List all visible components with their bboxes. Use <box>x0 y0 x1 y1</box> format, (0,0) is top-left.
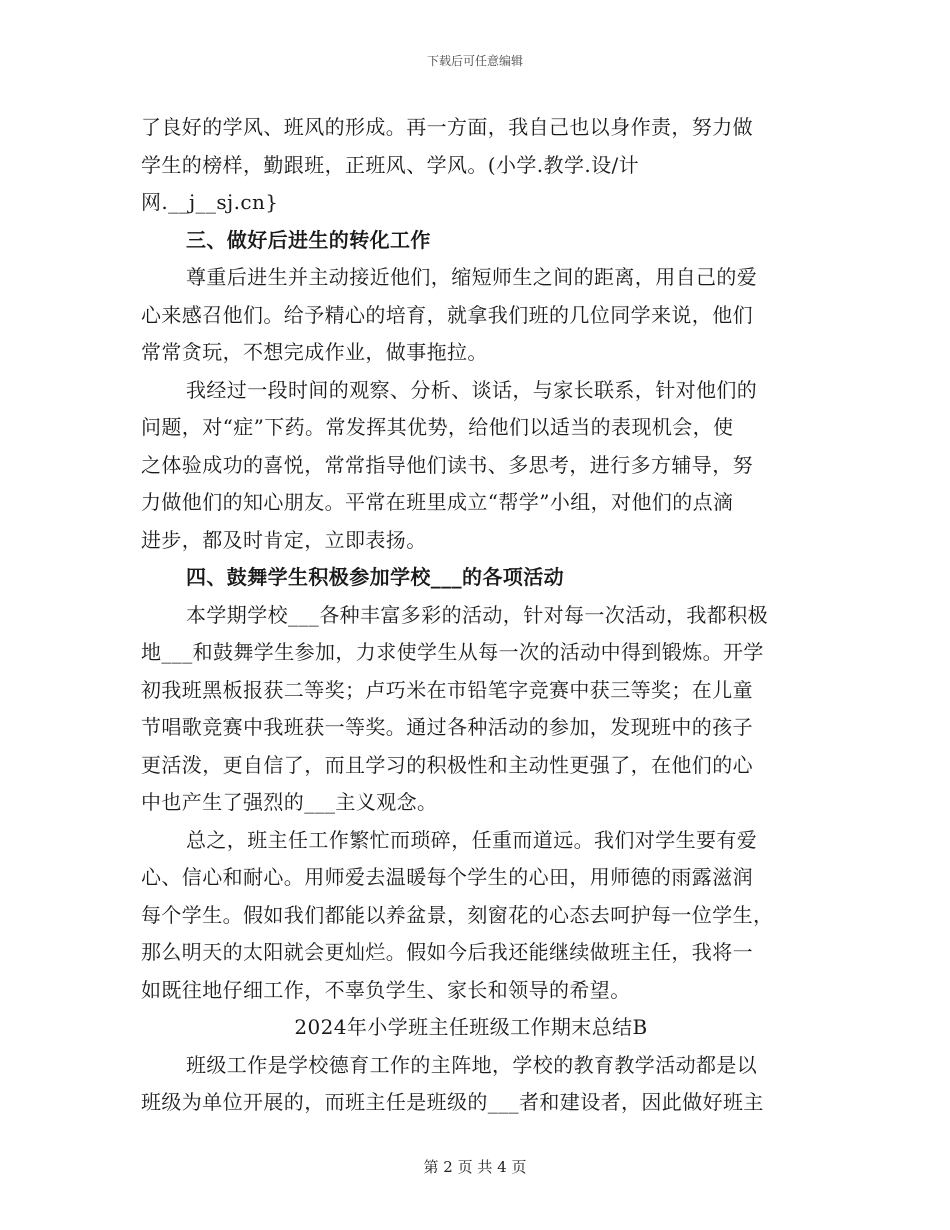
body-line: 心、信心和耐心。用师爱去温暖每个学生的心田，用师德的雨露滋润 <box>141 865 753 889</box>
page-footer: 第 2 页 共 4 页 <box>423 1158 527 1176</box>
paragraph-start: 尊重后进生并主动接近他们，缩短师生之间的距离，用自己的爱 <box>186 265 758 289</box>
body-line: 初我班黑板报获二等奖；卢巧米在市铅笔字竞赛中获三等奖；在儿童 <box>141 677 753 702</box>
paragraph-start: 班级工作是学校德育工作的主阵地，学校的教育教学活动都是以 <box>186 1052 758 1077</box>
paragraph-start: 总之，班主任工作繁忙而琐碎，任重而道远。我们对学生要有爱 <box>186 827 758 852</box>
body-line: 力做他们的知心朋友。平常在班里成立“帮学”小组，对他们的点滴 <box>141 490 734 514</box>
body-line: 地___和鼓舞学生参加，力求使学生从每一次的活动中得到锻炼。开学 <box>141 640 764 664</box>
body-line: 网.__j__sj.cn} <box>141 190 279 214</box>
body-line: 常常贪玩，不想完成作业，做事拖拉。 <box>141 340 488 364</box>
document-body <box>141 109 801 1122</box>
body-line: 那么明天的太阳就会更灿烂。假如今后我还能继续做班主任，我将一 <box>141 940 753 964</box>
section-heading-3: 三、做好后进生的转化工作 <box>186 227 431 252</box>
body-line: 心来感召他们。给予精心的培育，就拿我们班的几位同学来说，他们 <box>141 302 753 327</box>
body-line: 每个学生。假如我们都能以养盆景，刻窗花的心态去呵护每一位学生， <box>141 902 774 927</box>
document-title: 2024年小学班主任班级工作期末总结B <box>294 1015 648 1039</box>
body-line: 班级为单位开展的，而班主任是班级的___者和建设者，因此做好班主 <box>141 1090 764 1114</box>
section-heading-4: 四、鼓舞学生积极参加学校___的各项活动 <box>186 565 564 589</box>
paragraph-start: 本学期学校___各种丰富多彩的活动，针对每一次活动，我都积极 <box>186 602 768 627</box>
body-line: 如既往地仔细工作，不辜负学生、家长和领导的希望。 <box>141 977 631 1002</box>
paragraph-start: 我经过一段时间的观察、分析、谈话，与家长联系，针对他们的 <box>186 377 758 402</box>
page-header: 下载后可任意编辑 <box>426 54 523 68</box>
body-line: 进步，都及时肯定，立即表扬。 <box>141 527 427 552</box>
body-line: 更活泼，更自信了，而且学习的积极性和主动性更强了，在他们的心 <box>141 752 753 777</box>
body-line: 之体验成功的喜悦，常常指导他们读书、多思考，进行多方辅导，努 <box>141 452 753 477</box>
body-line: 问题，对“症”下药。常发挥其优势，给他们以适当的表现机会，使 <box>141 415 734 439</box>
body-line: 学生的榜样，勤跟班，正班风、学风。(小学.教学.设/计 <box>141 152 640 177</box>
body-line: 节唱歌竞赛中我班获一等奖。通过各种活动的参加，发现班中的孩子 <box>141 715 753 739</box>
body-line: 中也产生了强烈的___主义观念。 <box>141 790 438 814</box>
body-line: 了良好的学风、班风的形成。再一方面，我自己也以身作责，努力做 <box>141 115 753 139</box>
